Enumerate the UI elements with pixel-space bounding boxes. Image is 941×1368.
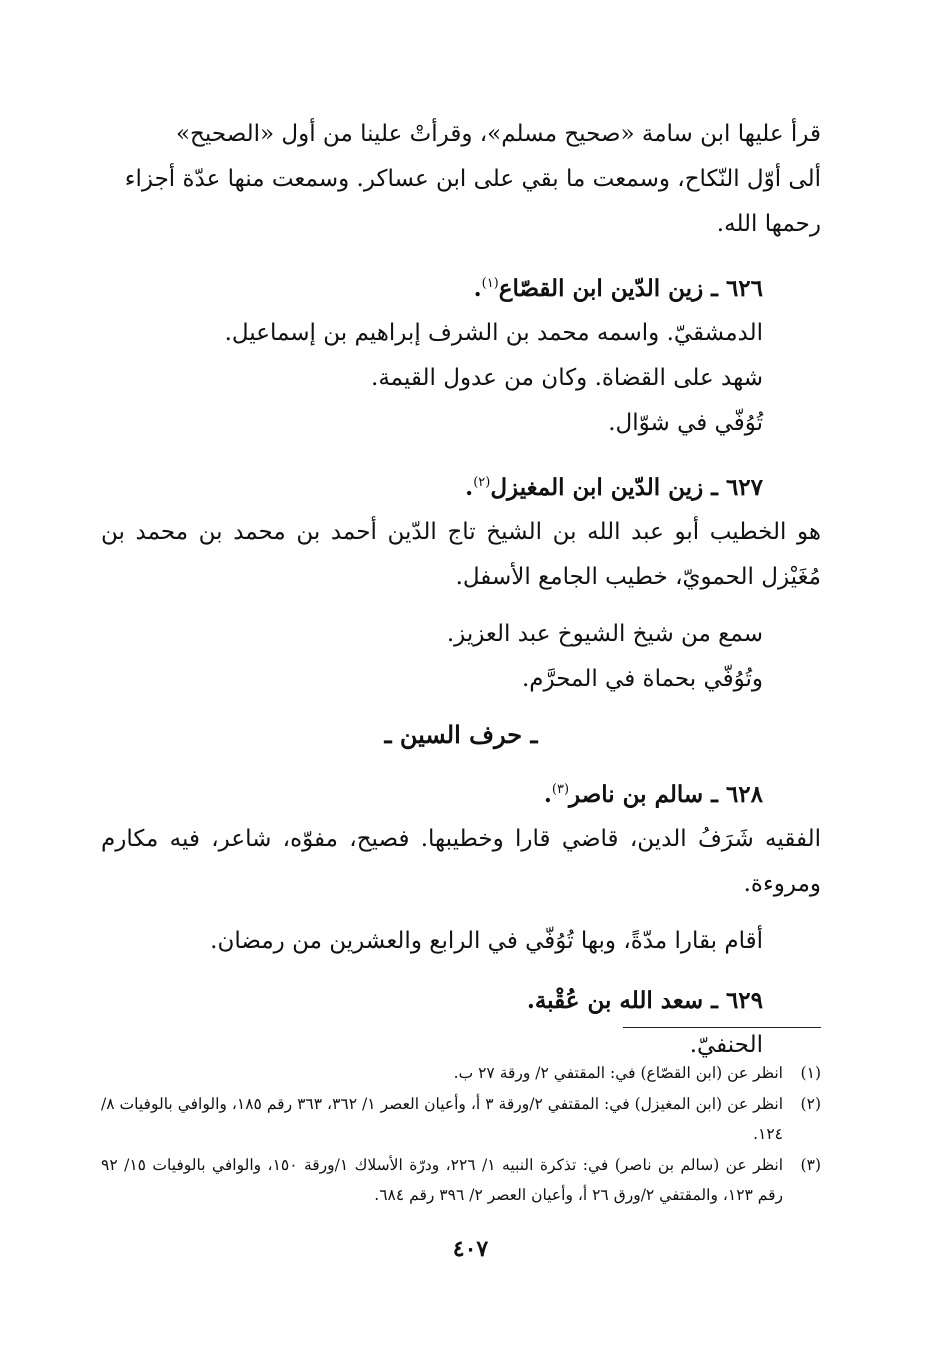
entry-title: ٦٢٩ ـ سعد الله بن عُقْبة [534,987,763,1014]
footnote-number: (٢) [800,1095,821,1113]
spacer [101,446,821,458]
entry-title: ٦٢٦ ـ زين الدّين ابن القصّاع [498,275,763,302]
entry-text: وتُوُفّي بحماة في المحرَّم. [521,666,763,692]
spacer [101,964,821,976]
spacer [101,907,821,919]
footnote-number: (١) [800,1064,821,1082]
entry-title: ٦٢٧ ـ زين الدّين ابن المغيزل [490,474,763,501]
footnote-text: انظر عن (ابن المغيزل) في: المقتفي ٢/ورقة ٣ أ، وأعيان العصر ١/ ٣٦٢، ٣٦٣ رقم ١٨٥، والوافي بالوفيات ٨/ ١٢٤. [101,1095,783,1143]
intro-line: قرأ عليها ابن سامة «صحيح مسلم»، وقرأتْ علينا من أول «الصحيح» [175,121,821,147]
intro-line: ألى أوّل النّكاح، وسمعت ما بقي على ابن عساكر. وسمعت منها عدّة أجزاء [124,166,821,192]
footnote [101,1089,821,1149]
entry-text: أقام بقارا مدّةً، وبها تُوُفّي في الرابع والعشرين من رمضان. [210,928,763,954]
entry-text: سمع من شيخ الشيوخ عبد العزيز. [446,621,763,647]
footnote-divider [623,1027,821,1028]
page-number: ٤٠٧ [452,1236,489,1262]
spacer [101,600,821,612]
entry-paragraph: الفقيه شَرَفُ الدين، قاضي قارا وخطيبها. فصيح، مفوّه، شاعر، فيه مكارم ومروءة. [101,826,821,897]
footnote-number: (٣) [800,1156,821,1174]
spacer [101,247,821,259]
entry-628-heading: ٦٢٨ ـ سالم بن ناصر$^{(٣)}$. [543,781,763,808]
footnote-marker: (١) [481,276,499,291]
footnote [101,1058,821,1088]
footnote [101,1150,821,1210]
intro-line: رحمها الله. [716,211,821,237]
entry-text: تُوُفّي في شوّال. [608,410,763,436]
footnote-text: انظر عن (سالم بن ناصر) في: تذكرة النبيه ١/ ٢٢٦، ودرّة الأسلاك ١/ورقة ١٥٠، والوافي بالوفيات ١٥/ ٩٢ رقم ١٢٣، والمقتفي ٢/ورق ٢٦ أ، وأعيان العصر ٢/ ٣٩٦ رقم ٦٨٤. [101,1156,784,1204]
main-text [101,112,821,1068]
entry-paragraph: هو الخطيب أبو عبد الله بن الشيخ تاج الدّين أحمد بن محمد بن محمد بن مُغَيْزل الحمويّ، خطيب الجامع الأسفل. [101,519,821,590]
entry-627-heading: ٦٢٧ ـ زين الدّين ابن المغيزل$^{(٢)}$. [465,474,763,501]
entry-626-heading: ٦٢٦ ـ زين الدّين ابن القصّاع$^{(١)}$. [473,275,763,302]
entry-text: شهد على القضاة. وكان من عدول القيمة. [371,365,763,391]
entry-629-heading: ٦٢٩ ـ سعد الله بن عُقْبة. [526,987,763,1014]
footnote-marker: (٣) [551,782,570,797]
section-heading: ـ حرف السين ـ [384,720,538,749]
footnote-text: انظر عن (ابن القصّاع) في: المقتفي ٢/ ورقة ٢٧ ب. [453,1064,783,1082]
entry-text: الدمشقيّ. واسمه محمد بن الشرف إبراهيم بن إسماعيل. [224,320,763,346]
footnotes [101,1058,821,1211]
entry-title: ٦٢٨ ـ سالم بن ناصر [569,781,763,808]
entry-text: الحنفيّ. [689,1032,763,1058]
footnote-marker: (٢) [473,475,491,490]
